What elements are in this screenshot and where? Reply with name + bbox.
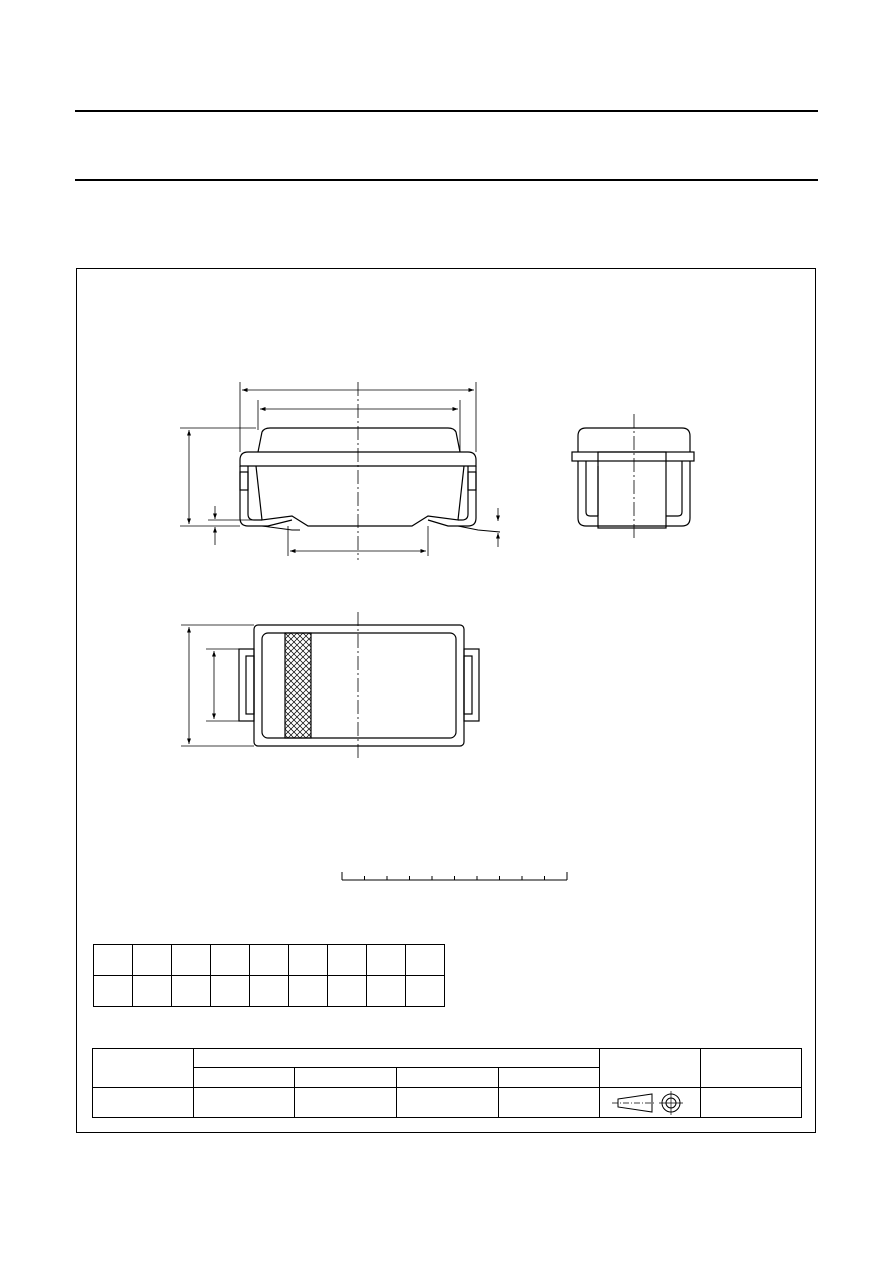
reference-cell	[499, 1068, 600, 1088]
table-cell	[367, 976, 406, 1007]
table-cell	[211, 945, 250, 976]
table-cell	[367, 945, 406, 976]
table-row	[94, 976, 445, 1007]
table-cell	[295, 1088, 397, 1118]
reference-cell	[295, 1068, 397, 1088]
end-view	[572, 428, 694, 528]
table-cell	[499, 1088, 600, 1118]
table-cell	[211, 976, 250, 1007]
table-cell	[289, 976, 328, 1007]
reference-cell	[194, 1068, 295, 1088]
top-view	[239, 625, 479, 746]
table-cell	[397, 1088, 499, 1118]
table-row	[94, 945, 445, 976]
outline-info-table	[92, 1048, 802, 1118]
table-cell	[406, 976, 445, 1007]
hatched-cathode-band-icon	[285, 633, 311, 738]
table-row	[93, 1049, 802, 1068]
top-dimensions	[181, 625, 254, 746]
references-cell	[194, 1049, 600, 1068]
dimension-table	[93, 944, 445, 1007]
table-cell	[194, 1088, 295, 1118]
table-cell	[701, 1088, 802, 1118]
side-view	[240, 428, 500, 532]
table-cell	[93, 1088, 194, 1118]
european-projection-cell	[600, 1049, 701, 1088]
table-cell	[328, 945, 367, 976]
table-cell	[133, 976, 172, 1007]
side-body-dome	[258, 428, 460, 452]
reference-cell	[397, 1068, 499, 1088]
projection-cell	[600, 1088, 701, 1118]
end-shoulder	[572, 452, 694, 461]
side-dimensions	[180, 382, 498, 556]
issue-date-cell	[701, 1049, 802, 1088]
table-cell	[250, 945, 289, 976]
table-cell	[406, 945, 445, 976]
table-cell	[94, 976, 133, 1007]
table-cell	[250, 976, 289, 1007]
end-lead	[598, 452, 666, 528]
scale-bar-icon	[342, 872, 567, 880]
table-cell	[328, 976, 367, 1007]
table-row	[93, 1088, 802, 1118]
table-cell	[289, 945, 328, 976]
table-cell	[172, 945, 211, 976]
side-body-left	[256, 466, 464, 526]
table-cell	[172, 976, 211, 1007]
outline-version-cell	[93, 1049, 194, 1088]
table-cell	[94, 945, 133, 976]
table-cell	[133, 945, 172, 976]
